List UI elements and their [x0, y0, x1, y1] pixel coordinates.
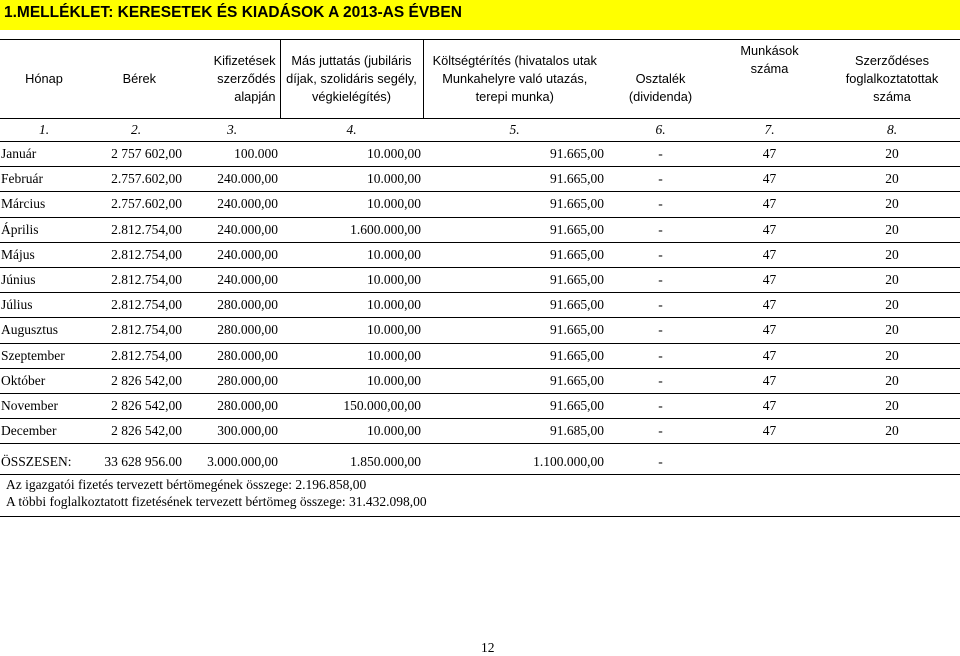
contract-employees-cell: 20 [824, 217, 960, 242]
col-number: 8. [824, 119, 960, 142]
cost-reimbursement-cell: 91.665,00 [423, 142, 606, 167]
other-benefits-cell: 10.000,00 [280, 293, 423, 318]
dividend-cell: - [606, 267, 715, 292]
total-other-benefits-cell: 1.850.000,00 [350, 454, 421, 470]
header-mas-juttatas: Más juttatás (jubiláris díjak, szolidáris segély, végkielégítés) [280, 40, 423, 119]
wages-cell: 2.757.602,00 [88, 192, 184, 217]
contract-payments-cell: 280.000,00 [184, 343, 280, 368]
col-number: 7. [715, 119, 824, 142]
dividend-cell: - [606, 242, 715, 267]
salary-expense-table [0, 39, 960, 480]
month-cell: Április [0, 217, 88, 242]
total-dividend-cell: - [658, 454, 663, 470]
table-row [0, 142, 960, 167]
contract-payments-cell: 300.000,00 [184, 419, 280, 444]
table-row [0, 192, 960, 217]
table-row [0, 343, 960, 368]
contract-employees-cell: 20 [824, 142, 960, 167]
workers-count-cell: 47 [715, 192, 824, 217]
contract-payments-cell: 100.000 [184, 142, 280, 167]
month-cell: November [0, 393, 88, 418]
contract-payments-cell: 240.000,00 [184, 242, 280, 267]
header-row [0, 40, 960, 119]
contract-payments-cell: 280.000,00 [184, 368, 280, 393]
wages-cell: 2 826 542,00 [88, 419, 184, 444]
cost-reimbursement-cell: 91.665,00 [423, 293, 606, 318]
wages-cell: 2.812.754,00 [88, 343, 184, 368]
col-number: 1. [0, 119, 88, 142]
table-row [0, 167, 960, 192]
table-row [0, 242, 960, 267]
header-koltsegterites: Költségtérítés (hivatalos utak Munkahelyre való utazás, terepi munka) [423, 40, 606, 119]
header-szerzodeses: Szerződéses foglalkoztatottak száma [824, 40, 960, 119]
month-cell: Június [0, 267, 88, 292]
title-bar [0, 0, 960, 30]
note-other-salary: A többi foglalkoztatott fizetésének tervezett bértömeg összege: 31.432.098,00 [6, 494, 427, 509]
other-benefits-cell: 10.000,00 [280, 267, 423, 292]
table-row [0, 293, 960, 318]
col-number: 2. [88, 119, 184, 142]
month-cell: Szeptember [0, 343, 88, 368]
month-cell: Május [0, 242, 88, 267]
dividend-cell: - [606, 318, 715, 343]
dividend-cell: - [606, 217, 715, 242]
contract-employees-cell: 20 [824, 343, 960, 368]
wages-cell: 2 826 542,00 [88, 368, 184, 393]
other-benefits-cell: 150.000,00,00 [280, 393, 423, 418]
wages-cell: 2.812.754,00 [88, 217, 184, 242]
contract-payments-cell: 280.000,00 [184, 293, 280, 318]
table-row [0, 217, 960, 242]
workers-count-cell: 47 [715, 419, 824, 444]
contract-payments-cell: 240.000,00 [184, 167, 280, 192]
header-kifizetesek: Kifizetések szerződés alapján [184, 40, 280, 119]
total-cost-reimbursement-cell: 1.100.000,00 [533, 454, 604, 470]
contract-employees-cell: 20 [824, 242, 960, 267]
header-honap: Hónap [0, 40, 88, 119]
other-benefits-cell: 10.000,00 [280, 242, 423, 267]
contract-payments-cell: 280.000,00 [184, 393, 280, 418]
column-number-row [0, 119, 960, 142]
cost-reimbursement-cell: 91.665,00 [423, 393, 606, 418]
workers-count-cell: 47 [715, 267, 824, 292]
contract-employees-cell: 20 [824, 267, 960, 292]
contract-employees-cell: 20 [824, 393, 960, 418]
month-cell: Március [0, 192, 88, 217]
wages-cell: 2.812.754,00 [88, 242, 184, 267]
dividend-cell: - [606, 142, 715, 167]
workers-count-cell: 47 [715, 293, 824, 318]
other-benefits-cell: 10.000,00 [280, 167, 423, 192]
header-osztalek: Osztalék (dividenda) [606, 40, 715, 119]
workers-count-cell: 47 [715, 217, 824, 242]
notes-section [0, 474, 960, 517]
other-benefits-cell: 10.000,00 [280, 419, 423, 444]
contract-payments-cell: 240.000,00 [184, 192, 280, 217]
other-benefits-cell: 10.000,00 [280, 368, 423, 393]
cost-reimbursement-cell: 91.665,00 [423, 242, 606, 267]
dividend-cell: - [606, 343, 715, 368]
cost-reimbursement-cell: 91.665,00 [423, 343, 606, 368]
workers-count-cell: 47 [715, 343, 824, 368]
cost-reimbursement-cell: 91.665,00 [423, 217, 606, 242]
contract-employees-cell: 20 [824, 368, 960, 393]
wages-cell: 2 826 542,00 [88, 393, 184, 418]
wages-cell: 2.812.754,00 [88, 293, 184, 318]
cost-reimbursement-cell: 91.665,00 [423, 192, 606, 217]
month-cell: Január [0, 142, 88, 167]
wages-cell: 2.812.754,00 [88, 267, 184, 292]
contract-payments-cell: 280.000,00 [184, 318, 280, 343]
dividend-cell: - [606, 192, 715, 217]
total-month-cell: ÖSSZESEN: [1, 454, 72, 470]
wages-cell: 2.812.754,00 [88, 318, 184, 343]
dividend-cell: - [606, 419, 715, 444]
total-contract-payments-cell: 3.000.000,00 [207, 454, 278, 470]
table-row [0, 267, 960, 292]
workers-count-cell: 47 [715, 142, 824, 167]
table-row [0, 318, 960, 343]
table-row [0, 419, 960, 444]
contract-employees-cell: 20 [824, 192, 960, 217]
other-benefits-cell: 10.000,00 [280, 192, 423, 217]
contract-employees-cell: 20 [824, 318, 960, 343]
header-munkasok: Munkások száma [715, 40, 824, 119]
cost-reimbursement-cell: 91.665,00 [423, 267, 606, 292]
table-row [0, 368, 960, 393]
contract-employees-cell: 20 [824, 293, 960, 318]
contract-payments-cell: 240.000,00 [184, 217, 280, 242]
col-number: 4. [280, 119, 423, 142]
workers-count-cell: 47 [715, 368, 824, 393]
month-cell: Július [0, 293, 88, 318]
page-title: 1.MELLÉKLET: KERESETEK ÉS KIADÁSOK A 2013-AS ÉVBEN [4, 4, 462, 21]
contract-payments-cell: 240.000,00 [184, 267, 280, 292]
total-wages-cell: 33 628 956.00 [104, 454, 182, 470]
month-cell: Október [0, 368, 88, 393]
header-berek: Bérek [88, 40, 184, 119]
month-cell: Február [0, 167, 88, 192]
cost-reimbursement-cell: 91.665,00 [423, 318, 606, 343]
dividend-cell: - [606, 393, 715, 418]
dividend-cell: - [606, 368, 715, 393]
workers-count-cell: 47 [715, 393, 824, 418]
cost-reimbursement-cell: 91.665,00 [423, 368, 606, 393]
cost-reimbursement-cell: 91.685,00 [423, 419, 606, 444]
wages-cell: 2 757 602,00 [88, 142, 184, 167]
other-benefits-cell: 1.600.000,00 [280, 217, 423, 242]
page-number: 12 [481, 640, 495, 655]
col-number: 3. [184, 119, 280, 142]
col-number: 6. [606, 119, 715, 142]
workers-count-cell: 47 [715, 318, 824, 343]
month-cell: December [0, 419, 88, 444]
dividend-cell: - [606, 167, 715, 192]
other-benefits-cell: 10.000,00 [280, 142, 423, 167]
col-number: 5. [423, 119, 606, 142]
dividend-cell: - [606, 293, 715, 318]
workers-count-cell: 47 [715, 167, 824, 192]
cost-reimbursement-cell: 91.665,00 [423, 167, 606, 192]
contract-employees-cell: 20 [824, 167, 960, 192]
workers-count-cell: 47 [715, 242, 824, 267]
table-row [0, 393, 960, 418]
note-director-salary: Az igazgatói fizetés tervezett bértömegének összege: 2.196.858,00 [6, 477, 367, 492]
other-benefits-cell: 10.000,00 [280, 343, 423, 368]
contract-employees-cell: 20 [824, 419, 960, 444]
wages-cell: 2.757.602,00 [88, 167, 184, 192]
other-benefits-cell: 10.000,00 [280, 318, 423, 343]
month-cell: Augusztus [0, 318, 88, 343]
